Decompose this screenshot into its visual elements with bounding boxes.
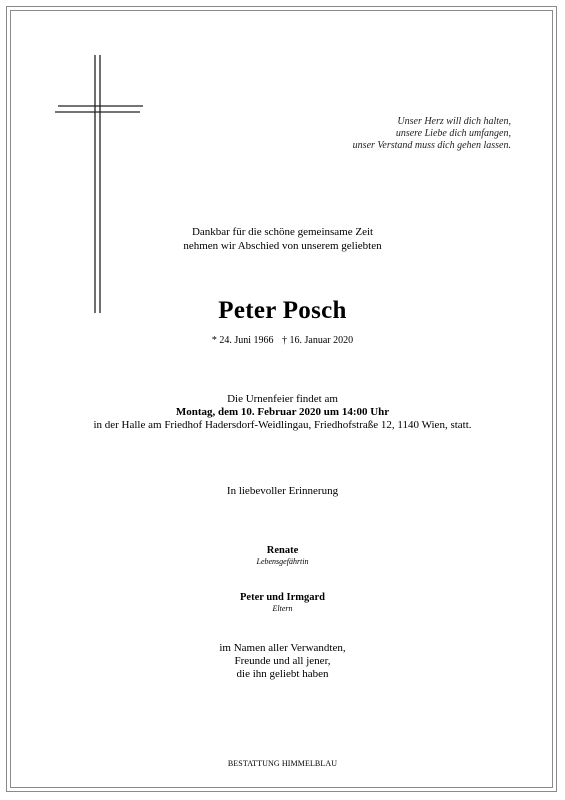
memory-line: In liebevoller Erinnerung (226, 485, 339, 497)
quote-line-1: Unser Herz will dich halten, (397, 116, 511, 127)
mourner-entry (0, 545, 565, 567)
memorial-quote (271, 116, 511, 152)
closing-text (0, 642, 565, 681)
quote-line-3: unser Verstand muss dich gehen lassen. (352, 140, 511, 151)
death-date: † 16. Januar 2020 (282, 335, 354, 346)
closing-line-1: im Namen aller Verwandten, (219, 642, 346, 654)
intro-text (0, 225, 565, 253)
mourner-name: Renate (266, 545, 299, 556)
quote-line-2: unsere Liebe dich umfangen, (395, 128, 511, 139)
closing-line-3: die ihn geliebt haben (236, 668, 329, 680)
intro-line-2: nehmen wir Abschied von unserem geliebten (183, 240, 382, 252)
closing-line-2: Freunde und all jener, (234, 655, 331, 667)
ceremony-date: Montag, dem 10. Februar 2020 um 14:00 Uhr (175, 406, 390, 418)
mourner-name: Peter und Irmgard (240, 592, 325, 603)
birth-date: * 24. Juni 1966 (211, 335, 274, 346)
intro-line-1: Dankbar für die schöne gemeinsame Zeit (191, 226, 374, 238)
funeral-home-name: BESTATTUNG HIMMELBLAU (227, 759, 338, 768)
mourner-relation: Lebensgefährtin (256, 557, 309, 566)
ceremony-location: in der Halle am Friedhof Hadersdorf-Weidlingau, Friedhofstraße 12, 1140 Wien, statt. (93, 419, 472, 431)
cross-icon (50, 50, 150, 320)
life-dates (0, 335, 565, 347)
deceased-name: Peter Posch (218, 297, 347, 324)
mourner-relation: Eltern (272, 604, 293, 613)
ceremony-line-1: Die Urnenfeier findet am (227, 393, 338, 405)
ceremony-info (0, 393, 565, 432)
mourner-entry (0, 592, 565, 614)
